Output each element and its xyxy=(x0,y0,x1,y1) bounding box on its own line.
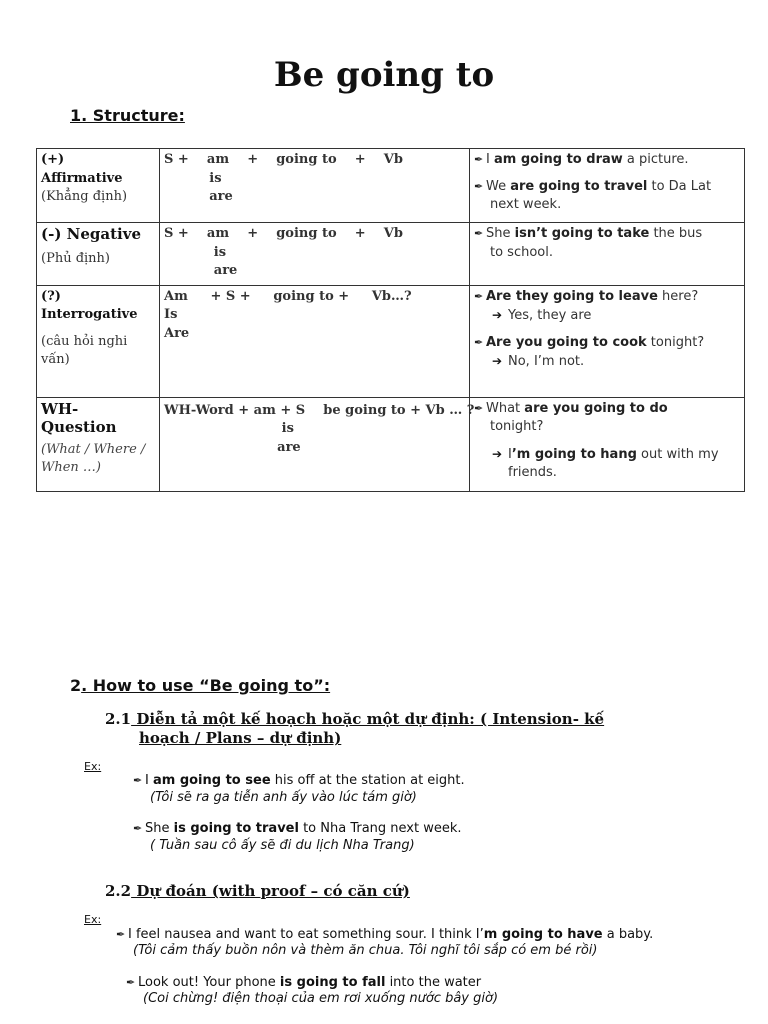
usage-example xyxy=(133,821,462,836)
usage-example xyxy=(126,975,481,990)
example-verb: are you going to do xyxy=(524,400,668,416)
section-2-heading xyxy=(70,676,330,695)
pen-icon: ✒ xyxy=(116,928,126,941)
subsection-number: 2.1 xyxy=(105,710,132,728)
right-arrow-icon: ➔ xyxy=(492,354,503,368)
section-2-number: 2 xyxy=(70,676,82,695)
structure-line: Am + S + going to + Vb…? xyxy=(164,288,412,304)
subsection-title: hoạch / Plans – dự định) xyxy=(139,729,342,747)
example-sentence xyxy=(474,225,740,244)
example-continuation: next week. xyxy=(490,197,562,212)
document-title: Be going to xyxy=(273,55,495,95)
example-text: a baby. xyxy=(602,927,654,942)
example-sentence xyxy=(474,151,740,170)
example-verb: Are you going to cook xyxy=(486,334,647,350)
example-verb: am going to draw xyxy=(493,152,623,167)
row-sign: (+) xyxy=(41,152,65,167)
example-text: to Da Lat xyxy=(647,178,712,194)
example-text: here? xyxy=(657,288,699,304)
example-text: to Nha Trang next week. xyxy=(298,821,462,836)
example-continuation: friends. xyxy=(508,465,557,480)
table-row-interrogative xyxy=(37,285,745,397)
pen-icon: ✒ xyxy=(474,289,484,303)
label-cell xyxy=(37,149,160,223)
subsection-number: 2.2 xyxy=(105,882,132,900)
example-sentence xyxy=(474,178,740,197)
structure-line: is xyxy=(164,244,227,260)
row-label-hint: When …) xyxy=(41,460,102,475)
answer-text: out with my xyxy=(636,446,719,462)
pen-icon: ✒ xyxy=(133,774,143,787)
row-label-vi: (câu hỏi nghi xyxy=(41,333,128,349)
subsection-2-1-heading-cont xyxy=(139,729,341,747)
usage-translation: (Coi chừng! điện thoại của em rơi xuống nước bây giờ) xyxy=(143,991,499,1006)
example-cell xyxy=(470,149,745,223)
answer-text: Yes, they are xyxy=(508,308,592,323)
example-text: She xyxy=(486,226,515,241)
example-text: What xyxy=(486,400,525,416)
subsection-title: Diễn tả một kế hoạch hoặc một dự định: ( Intension- kế xyxy=(131,710,605,728)
example-sentence xyxy=(474,400,740,419)
row-label: (-) Negative xyxy=(41,225,141,243)
structure-line: S + am + going to + Vb xyxy=(164,226,403,241)
usage-translation: ( Tuần sau cô ấy sẽ đi du lịch Nha Trang) xyxy=(150,838,415,853)
structure-cell xyxy=(160,285,470,397)
structure-line: are xyxy=(164,189,233,204)
answer-verb: ’m going to hang xyxy=(511,446,637,462)
usage-example xyxy=(116,927,653,942)
label-cell xyxy=(37,397,160,491)
subsection-2-1-heading xyxy=(105,710,604,728)
example-answer xyxy=(474,445,740,465)
section-2-title: . How to use “Be going to”: xyxy=(81,676,331,695)
row-label: Interrogative xyxy=(41,307,138,322)
example-cell xyxy=(470,285,745,397)
example-continuation: tonight? xyxy=(490,419,544,434)
label-cell xyxy=(37,223,160,286)
structure-cell xyxy=(160,397,475,491)
usage-translation: (Tôi sẽ ra ga tiễn anh ấy vào lúc tám giờ) xyxy=(150,790,417,805)
structure-line: are xyxy=(164,263,238,278)
example-verb: is going to fall xyxy=(279,975,386,990)
example-verb: are going to travel xyxy=(510,178,648,194)
example-text: his off at the station at eight. xyxy=(270,773,465,788)
usage-translation: (Tôi cảm thấy buồn nôn và thèm ăn chua. Tôi nghĩ tôi sắp có em bé rồi) xyxy=(133,943,598,958)
row-label: WH- xyxy=(41,399,79,418)
example-text: I xyxy=(145,773,153,788)
structure-line: is xyxy=(164,421,294,436)
right-arrow-icon: ➔ xyxy=(492,446,503,461)
example-label: Ex: xyxy=(84,760,102,773)
row-label: Question xyxy=(41,418,117,436)
answer-text: I xyxy=(508,446,512,462)
example-text: tonight? xyxy=(646,334,705,350)
subsection-title: Dự đoán (with proof – có căn cứ) xyxy=(131,882,410,900)
example-answer xyxy=(474,352,740,372)
subsection-2-2-heading xyxy=(105,882,410,900)
example-verb: am going to see xyxy=(152,773,271,788)
structure-line: are xyxy=(164,439,301,455)
example-cell xyxy=(470,397,745,491)
example-answer xyxy=(474,306,740,326)
example-text: I feel nausea and want to eat something sour. I think I’ xyxy=(128,927,484,942)
example-text: We xyxy=(486,178,511,194)
example-cell xyxy=(470,223,745,286)
pen-icon: ✒ xyxy=(474,179,484,193)
section-1-heading: 1. Structure: xyxy=(70,106,185,125)
row-label-hint: (What / Where / xyxy=(41,441,146,457)
example-text: a picture. xyxy=(622,152,689,167)
table-row-negative xyxy=(37,223,745,286)
structure-line: is xyxy=(164,170,222,186)
table-row-wh-question xyxy=(37,397,745,491)
structure-line: S + am + going to + Vb xyxy=(164,152,403,167)
example-verb: Are they going to leave xyxy=(486,288,658,304)
pen-icon: ✒ xyxy=(474,227,484,240)
example-text: the bus xyxy=(649,226,703,241)
answer-text: No, I’m not. xyxy=(508,354,585,369)
row-label-vi: (Khẳng định) xyxy=(41,189,128,204)
row-sign: (?) xyxy=(41,288,61,304)
example-verb: m going to have xyxy=(483,927,603,942)
row-label-vi: (Phủ định) xyxy=(41,250,110,266)
usage-example xyxy=(133,773,465,788)
example-label: Ex: xyxy=(84,913,102,926)
pen-icon: ✒ xyxy=(474,153,484,166)
table-row-affirmative xyxy=(37,149,745,223)
structure-table xyxy=(36,148,745,492)
structure-cell xyxy=(160,223,470,286)
example-verb: isn’t going to take xyxy=(514,226,650,241)
pen-icon: ✒ xyxy=(474,335,484,349)
right-arrow-icon: ➔ xyxy=(492,308,503,322)
example-text: She xyxy=(145,821,174,836)
row-label: Affirmative xyxy=(41,170,123,186)
structure-line: Are xyxy=(164,325,190,341)
structure-cell xyxy=(160,149,470,223)
pen-icon: ✒ xyxy=(133,822,143,835)
example-sentence xyxy=(474,334,740,353)
example-sentence xyxy=(474,288,740,307)
example-continuation: to school. xyxy=(490,244,553,260)
example-text: Look out! Your phone xyxy=(138,975,280,990)
structure-line: WH-Word + am + S be going to + Vb … ? xyxy=(164,402,475,418)
label-cell xyxy=(37,285,160,397)
example-text: into the water xyxy=(385,975,482,990)
structure-line: Is xyxy=(164,307,178,322)
example-verb: is going to travel xyxy=(173,821,299,836)
pen-icon: ✒ xyxy=(126,976,136,989)
pen-icon: ✒ xyxy=(474,401,484,415)
row-label-vi: vấn) xyxy=(41,352,70,367)
example-text: I xyxy=(486,152,494,167)
